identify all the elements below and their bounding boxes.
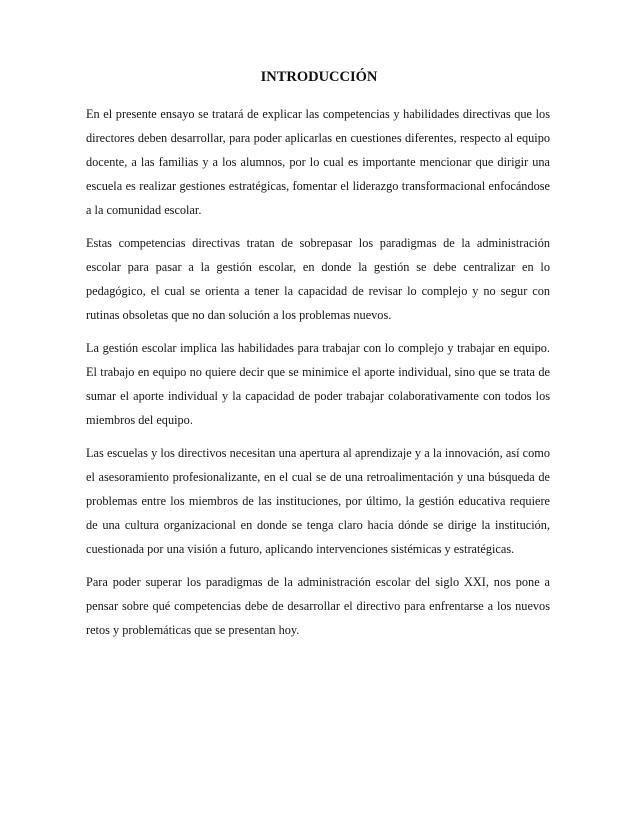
document-title: INTRODUCCIÓN xyxy=(260,69,378,85)
document-body xyxy=(86,102,550,651)
paragraph-1: En el presente ensayo se tratará de explicar las competencias y habilidades directivas que los directores deben desarrollar, para poder aplicarlas en cuestiones diferentes, respecto al equipo docente, a las familias y a los alumnos, por lo cual es importante mencionar que dirigir una escuela es realizar gestiones estratégicas, fomentar el liderazgo transformacional enfocándose a la comunidad escolar. xyxy=(86,107,550,217)
paragraph-5: Para poder superar los paradigmas de la administración escolar del siglo XXI, nos pone a pensar sobre qué competencias debe de desarrollar el directivo para enfrentarse a los nuevos retos y problemáticas que se presentan hoy. xyxy=(86,575,550,637)
paragraph-3: La gestión escolar implica las habilidades para trabajar con lo complejo y trabajar en equipo. El trabajo en equipo no quiere decir que se minimice el aporte individual, sino que se trata de sumar el aporte individual y la capacidad de poder trabajar colaborativamente con todos los miembros del equipo. xyxy=(86,341,550,427)
paragraph-2: Estas competencias directivas tratan de sobrepasar los paradigmas de la administración escolar para pasar a la gestión escolar, en donde la gestión se debe centralizar en lo pedagógico, el cual se orienta a tener la capacidad de revisar lo complejo y no segur con rutinas obsoletas que no dan solución a los problemas nuevos. xyxy=(86,236,550,322)
paragraph-4: Las escuelas y los directivos necesitan una apertura al aprendizaje y a la innovación, así como el asesoramiento profesionalizante, en el cual se de una retroalimentación y una búsqueda de problemas entre los miembros de las instituciones, por último, la gestión educativa requiere de una cultura organizacional en donde se tenga claro hacia dónde se dirige la institución, cuestionada por una visión a futuro, aplicando intervenciones sistémicas y estratégicas. xyxy=(86,446,550,556)
